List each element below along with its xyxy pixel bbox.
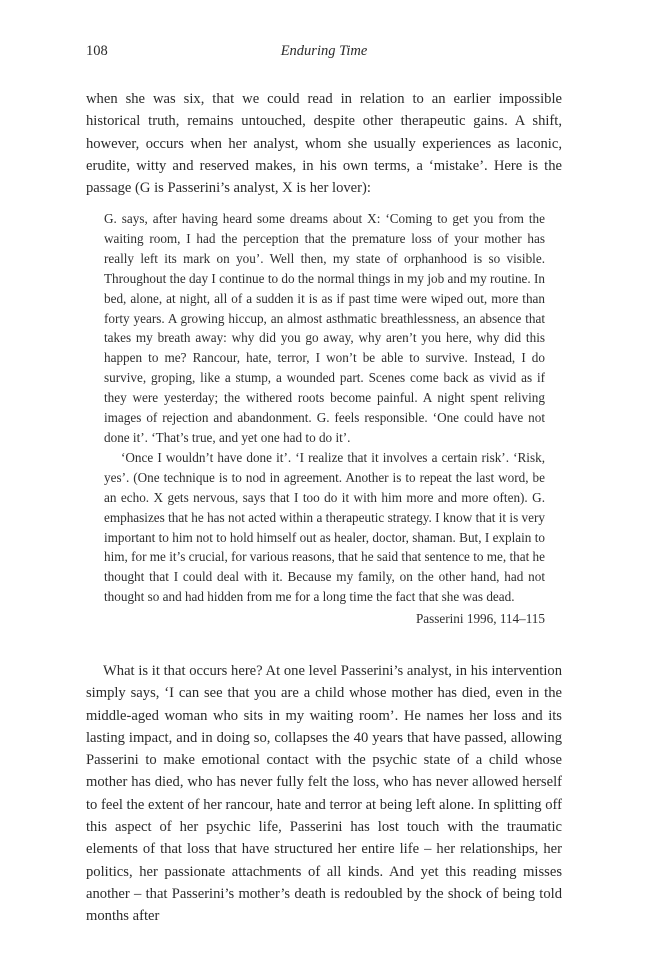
- block-quote-paragraph-2: ‘Once I wouldn’t have done it’. ‘I realize that it involves a certain risk’. ‘Risk, yes’. (One technique is to nod in agreement. Another is to repeat the last word, be an echo. X gets nervous, says that I too do it with him more and more often). G. emphasizes that he has not acted within a therapeutic strategy. I know that it is very important to him not to hold himself out as healer, doctor, shaman. But, I explain to him, for me it’s crucial, for various reasons, that he said that sentence to me, that he thought that I could deal with it. Because my family, on the other hand, had not thought so and had hidden from me for a long time the fact that she was dead.: [104, 449, 545, 605]
- quote-citation: Passerini 1996, 114–115: [415, 611, 545, 627]
- block-quote: [104, 209, 545, 629]
- block-quote-paragraph-1: G. says, after having heard some dreams about X: ‘Coming to get you from the waiting room, I had the perception that the premature loss of your mother has really left its mark on you’. Well then, my state of orphanhood is so visible. Throughout the day I continue to do the normal things in my job and my routine. In bed, alone, at night, all of a sudden it is as if past time were wiped out, more than forty years. A growing hiccup, an almost asthmatic breathlessness, an absence that takes my breath away: why did you go away, why aren’t you here, why did this happen to me? Rancour, hate, terror, I won’t be able to survive. Instead, I do survive, groping, like a stump, a wounded part. Scenes come back as vivid as if they were yesterday; the withered roots become painful. A night spent reliving images of rejection and abandonment. G. feels responsible. ‘One could have not done it’. ‘That’s true, and yet one had to do it’.: [104, 211, 545, 445]
- running-head: [86, 43, 562, 65]
- body-paragraph-1: when she was six, that we could read in relation to an earlier impossible historical truth, remains untouched, despite other therapeutic gains. A shift, however, occurs when her analyst, whom she usually experiences as laconic, erudite, witty and reserved makes, in his own terms, a ‘mistake’. Here is the passage (G is Passerini’s analyst, X is her lover):: [86, 91, 562, 197]
- running-title: Enduring Time: [280, 43, 368, 59]
- page-number: 108: [86, 43, 108, 59]
- body-paragraph-2: What is it that occurs here? At one level Passerini’s analyst, in his intervention simply says, ‘I can see that you are a child whose mother has died, even in the middle-aged woman who sits in my waiting room’. He names her loss and its lasting impact, and in doing so, collapses the 40 years that have passed, allowing Passerini to make emotional contact with the psychic state of a child whose mother has died, who has never fully felt the loss, who has never allowed herself to feel the extent of her rancour, hate and terror at being left alone. In splitting off this aspect of her psychic life, Passerini has lost touch with the traumatic elements of that loss that have structured her entire life – her relationships, her politics, her passionate attachments of all kinds. And yet this reading misses another – that Passerini’s mother’s death is redoubled by the shock of being told months after: [86, 663, 562, 925]
